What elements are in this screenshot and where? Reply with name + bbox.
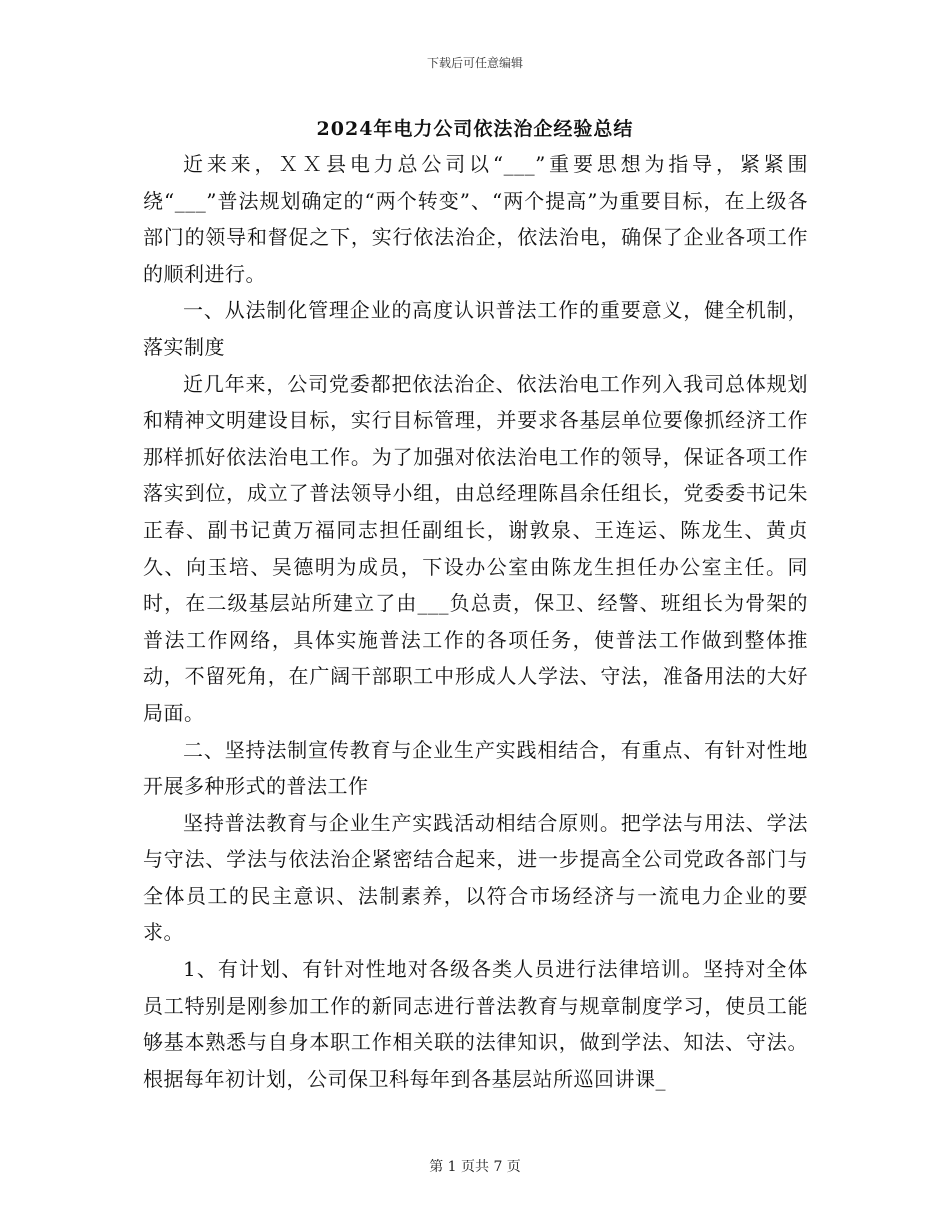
page-header-note: 下载后可任意编辑	[426, 56, 523, 70]
document-body	[143, 146, 808, 1097]
page-number: 第 1 页共 7 页	[429, 1159, 521, 1175]
document-title: 2024年电力公司依法治企经验总结	[316, 118, 634, 140]
section-heading-1: 一、从法制化管理企业的高度认识普法工作的重要意义，健全机制，落实制度	[143, 298, 808, 359]
section-heading-2: 二、坚持法制宣传教育与企业生产实践相结合，有重点、有针对性地开展多种形式的普法工作	[143, 737, 808, 799]
paragraph-intro: 近来来，ＸＸ县电力总公司以“___”重要思想为指导，紧紧围绕“___”普法规划确定的“两个转变”、“两个提高”为重要目标，在上级各部门的领导和督促之下，实行依法治企，依法治电，确保了企业各项工作的顺利进行。	[143, 152, 808, 286]
paragraph-section-2: 坚持普法教育与企业生产实践活动相结合原则。把学法与用法、学法与守法、学法与依法治企紧密结合起来，进一步提高全公司党政各部门与全体员工的民主意识、法制素养，以符合市场经济与一流电力企业的要求。	[143, 810, 808, 945]
paragraph-item-1: 1、有计划、有针对性地对各级各类人员进行法律培训。坚持对全体员工特别是刚参加工作的新同志进行普法教育与规章制度学习，使员工能够基本熟悉与自身本职工作相关联的法律知识，做到学法、知法、守法。根据每年初计划，公司保卫科每年到各基层站所巡回讲课_	[143, 957, 808, 1091]
paragraph-section-1: 近几年来，公司党委都把依法治企、依法治电工作列入我司总体规划和精神文明建设目标，实行目标管理，并要求各基层单位要像抓经济工作那样抓好依法治电工作。为了加强对依法治电工作的领导，保证各项工作落实到位，成立了普法领导小组，由总经理陈昌余任组长，党委委书记朱正春、副书记黄万福同志担任副组长，谢敦泉、王连运、陈龙生、黄贞久、向玉培、吴德明为成员，下设办公室由陈龙生担任办公室主任。同时，在二级基层站所建立了由___负总责，保卫、经警、班组长为骨架的普法工作网络，具体实施普法工作的各项任务，使普法工作做到整体推动，不留死角，在广阔干部职工中形成人人学法、守法，准备用法的大好局面。	[143, 371, 808, 725]
